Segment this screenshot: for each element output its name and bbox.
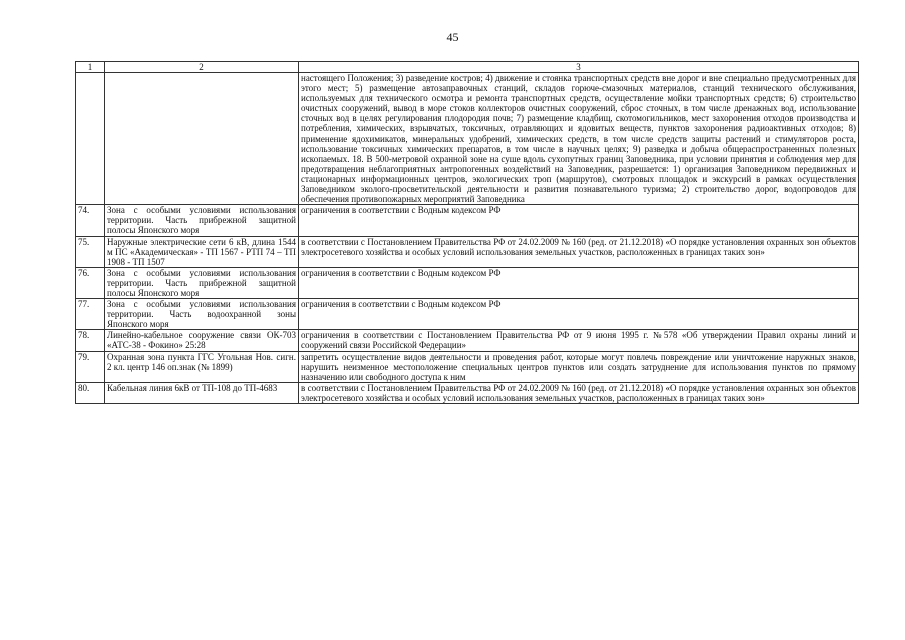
table-row <box>76 330 859 351</box>
restriction-text: в соответствии с Постановлением Правительства РФ от 24.02.2009 № 160 (ред. от 21.12.2018) «О порядке установления охранных зон объектов электросетевого хозяйства и особых условий использования земельных участков, расположенных в границах таких зон» <box>299 382 859 403</box>
zone-name: Зона с особыми условиями использования территории. Часть прибрежной защитной полосы Японского моря <box>105 267 299 298</box>
table-row-continuation <box>76 73 859 205</box>
restriction-text: в соответствии с Постановлением Правительства РФ от 24.02.2009 № 160 (ред. от 21.12.2018) «О порядке установления охранных зон объектов электросетевого хозяйства и особых условий использования земельных участков, расположенных в границах таких зон» <box>299 236 859 267</box>
row-number: 76. <box>76 267 105 298</box>
row-number: 77. <box>76 299 105 330</box>
page-number: 45 <box>446 30 459 44</box>
restriction-text: ограничения в соответствии с Водным кодексом РФ <box>299 205 859 236</box>
restriction-text: ограничения в соответствии с Водным кодексом РФ <box>299 299 859 330</box>
table-row <box>76 351 859 382</box>
row-number: 74. <box>76 205 105 236</box>
restriction-text: ограничения в соответствии с Водным кодексом РФ <box>299 267 859 298</box>
restrictions-table <box>75 61 859 404</box>
zone-name: Наружные электрические сети 6 кВ, длина 1544 м ПС «Академическая» - ТП 1567 - РТП 74 – ТП 1908 - ТП 1507 <box>105 236 299 267</box>
row-number: 78. <box>76 330 105 351</box>
zone-name: Кабельная линия 6кВ от ТП-108 до ТП-4683 <box>105 382 299 403</box>
table-row <box>76 382 859 403</box>
table-row <box>76 267 859 298</box>
column-header-3: 3 <box>299 62 859 73</box>
row-number: 80. <box>76 382 105 403</box>
row-number: 79. <box>76 351 105 382</box>
zone-name: Охранная зона пункта ГГС Угольная Нов. сигн. 2 кл. центр 146 оп.знак (№ 1899) <box>105 351 299 382</box>
row-number: 75. <box>76 236 105 267</box>
column-header-1: 1 <box>76 62 105 73</box>
restriction-text: запретить осуществление видов деятельности и проведения работ, которые могут повлечь повреждение или уничтожение наружных знаков, нарушить неизменное местоположение специальных центров пунктов или создать затруднение для использования пунктов по прямому назначению или свободного доступа к ним <box>299 351 859 382</box>
restriction-text: ограничения в соответствии с Постановлением Правительства РФ от 9 июня 1995 г. №578 «Об утверждении Правил охраны линий и сооружений связи Российской Федерации» <box>299 330 859 351</box>
table-row <box>76 236 859 267</box>
table-header-row <box>76 62 859 73</box>
column-header-2: 2 <box>105 62 299 73</box>
continuation-restriction-cell: настоящего Положения; 3) разведение костров; 4) движение и стоянка транспортных средств вне дорог и вне специально предусмотренных для этого мест; 5) размещение автозаправочных станций, складов горюче-смазочных материалов, станций технического обслуживания, используемых для технического осмотра и ремонта транспортных средств, осуществление мойки транспортных средств; 6) строительство очистных сооружений, вывод в море стоков коллекторов очистных сооружений, сброс сточных, в том числе дренажных вод, использование сточных вод в целях регулирования плодородия почв; 7) размещение кладбищ, скотомогильников, мест захоронения отходов производства и потребления, химических, взрывчатых, токсичных, отравляющих и ядовитых веществ, пунктов захоронения радиоактивных отходов; 8) применение ядохимикатов, минеральных удобрений, химических средств, в том числе средств защиты растений и стимуляторов роста, использование токсичных химических препаратов, в том числе в научных целях; 9) разведка и добыча общераспространенных полезных ископаемых. 18. В 500-метровой охранной зоне на суше вдоль сухопутных границ Заповедника, при условии принятия и соблюдения мер для предотвращения неблагоприятных антропогенных воздействий на Заповедник, разрешается: 1) организация Заповедником передвижных и стационарных информационных центров, экологических троп (маршрутов), смотровых площадок и экскурсий в рамках осуществления Заповедником эколого-просветительской деятельности и развития познавательного туризма; 2) строительство дорог, водопроводов для обеспечения противопожарных мероприятий Заповедника <box>299 73 859 205</box>
continuation-zone-cell <box>105 73 299 205</box>
zone-name: Зона с особыми условиями использования территории. Часть водоохранной зоны Японского моря <box>105 299 299 330</box>
table-row <box>76 299 859 330</box>
zone-name: Линейно-кабельное сооружение связи ОК-703 «АТС-38 - Фокино» 25:28 <box>105 330 299 351</box>
continuation-num-cell <box>76 73 105 205</box>
zone-name: Зона с особыми условиями использования территории. Часть прибрежной защитной полосы Японского моря <box>105 205 299 236</box>
table-row <box>76 205 859 236</box>
